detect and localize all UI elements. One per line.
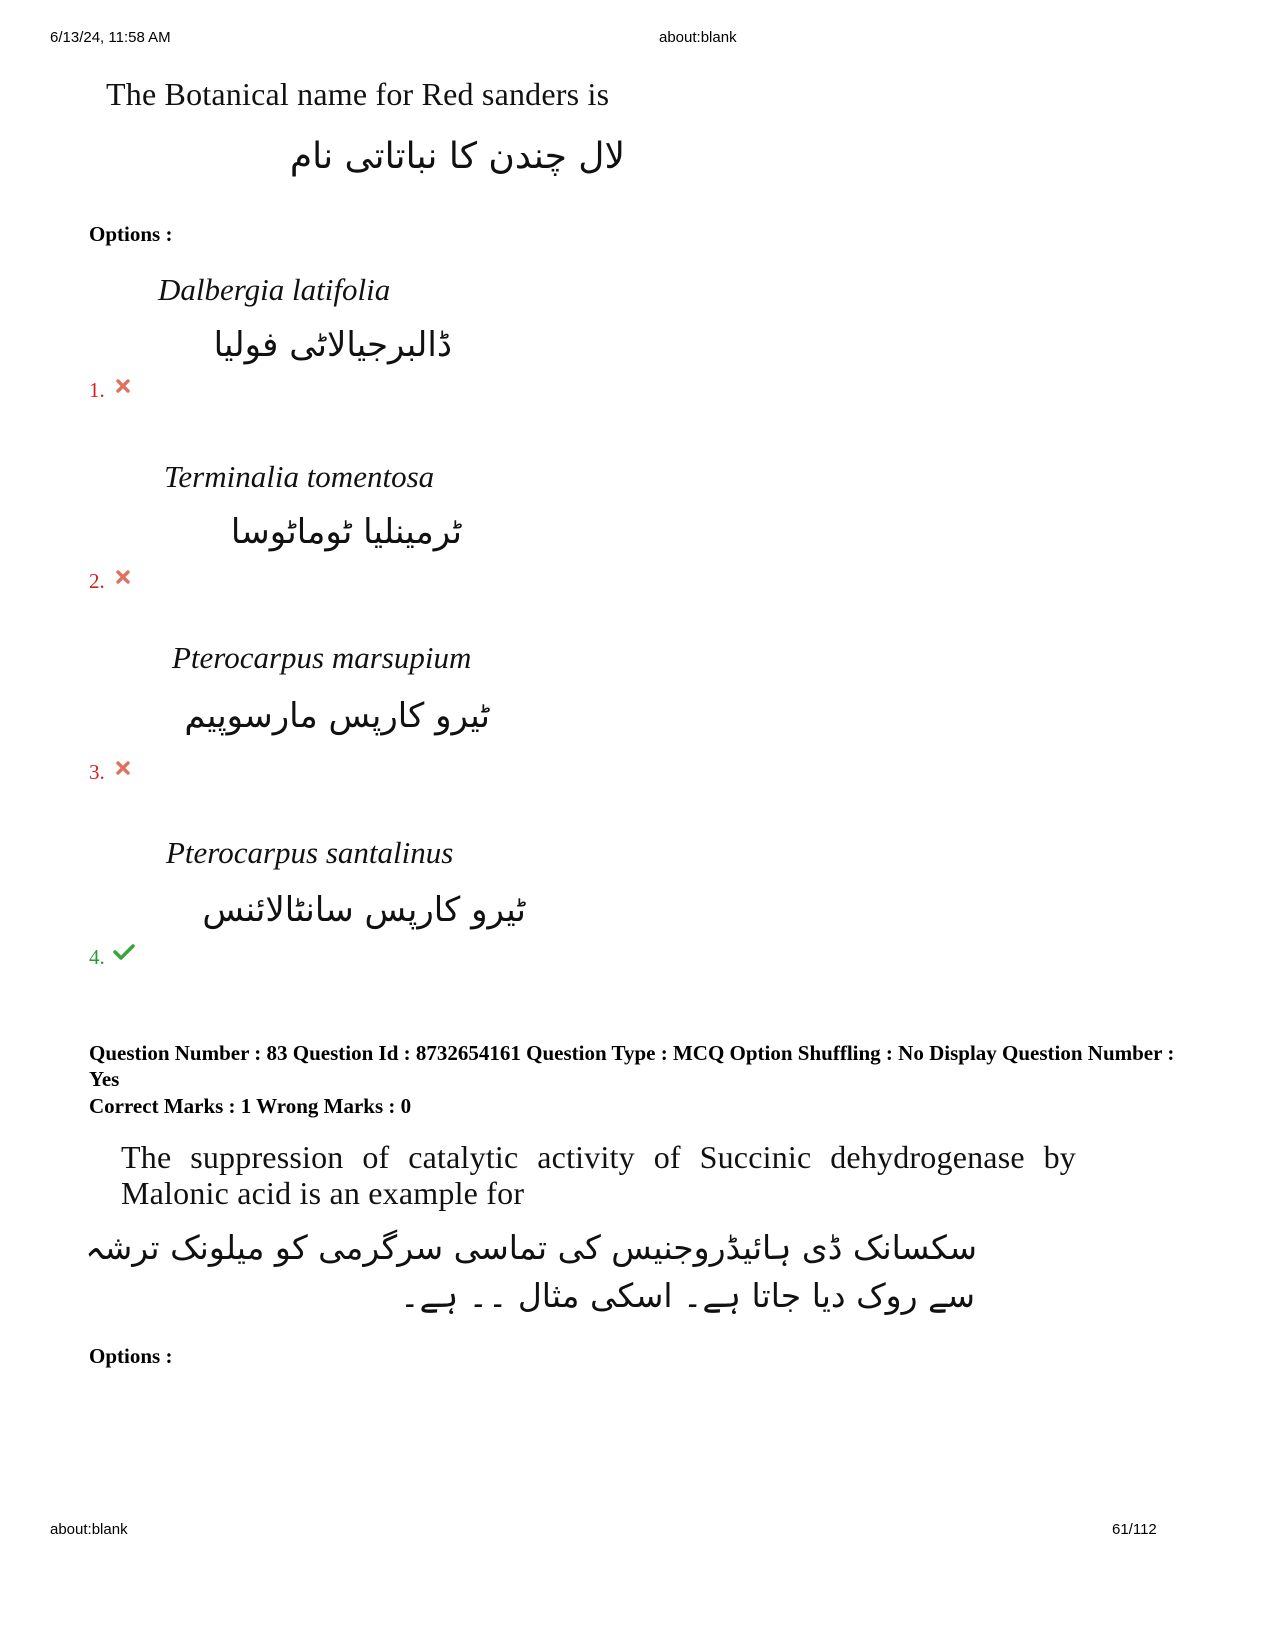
print-page-number: 61/112 <box>1112 1521 1157 1538</box>
question-text-ur: لال چندن کا نباتاتی نام <box>289 136 625 177</box>
option-3-text-ur: ٹیرو کارپس مارسوپیم <box>184 696 490 736</box>
question-text-ur-line1: سکسانک ڈی ہائیڈروجنیس کی تماسی سرگرمی کو میلونک ترشہ <box>85 1228 977 1267</box>
cross-icon <box>115 569 131 585</box>
option-2-number: 2. <box>89 569 105 593</box>
cross-icon <box>115 760 131 776</box>
option-2-text-en: Terminalia tomentosa <box>164 459 435 494</box>
option-2-text-ur: ٹرمینلیا ٹوماٹوسا <box>230 512 462 552</box>
option-1-text-en: Dalbergia latifolia <box>158 272 391 307</box>
print-title: about:blank <box>659 29 737 46</box>
question-meta: Question Number : 83 Question Id : 8732654161 Question Type : MCQ Option Shuffling : No Display Question Number : Yes <box>89 1041 1175 1091</box>
question-text-en: The suppression of catalytic activity of Succinic dehydrogenase by Malonic acid is an example for <box>121 1139 1076 1211</box>
print-footer-url: about:blank <box>50 1521 128 1538</box>
option-1-number: 1. <box>89 378 105 402</box>
option-3-number: 3. <box>89 760 105 784</box>
question-marks: Correct Marks : 1 Wrong Marks : 0 <box>89 1094 412 1118</box>
option-1-text-ur: ڈالبرجیالاٹی فولیا <box>213 325 452 365</box>
options-label: Options : <box>89 222 173 246</box>
check-icon <box>113 944 135 960</box>
option-4-text-en: Pterocarpus santalinus <box>166 835 454 870</box>
print-datetime: 6/13/24, 11:58 AM <box>50 29 171 46</box>
question-text-en: The Botanical name for Red sanders is <box>106 76 610 112</box>
option-4-number: 4. <box>89 945 105 969</box>
options-label: Options : <box>89 1344 173 1368</box>
question-text-ur-line2: سے روک دیا جاتا ہے۔ اسکی مثال ۔۔ ہے۔ <box>400 1276 975 1315</box>
option-4-text-ur: ٹیرو کارپس سانٹالائنس <box>202 890 526 930</box>
cross-icon <box>115 378 131 394</box>
option-3-text-en: Pterocarpus marsupium <box>172 640 472 675</box>
